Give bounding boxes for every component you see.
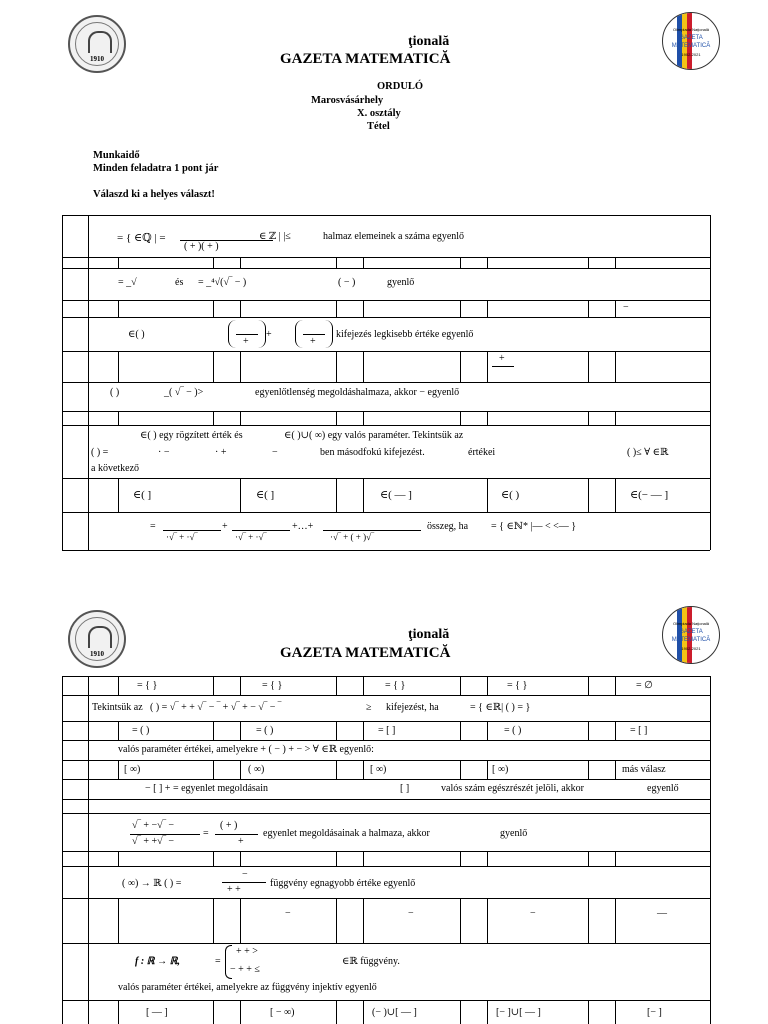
r8-text: függvény egnagyobb értéke egyenlő xyxy=(270,878,416,889)
q5-answer-d[interactable]: ∈( ) xyxy=(501,489,520,501)
plus-sign: + xyxy=(222,521,228,532)
q6-term2: ·√‾ + ·√‾ xyxy=(235,532,267,542)
r10-answer-c[interactable]: (− )∪[ — ] xyxy=(372,1007,417,1018)
q5-answer-c[interactable]: ∈( — ] xyxy=(380,489,412,501)
q5-line2e: ben másodfokú kifejezést. xyxy=(320,447,425,458)
q5-line2a: ( ) = xyxy=(91,447,109,458)
r6-eq: − [ ] + = egyenlet megoldásain xyxy=(145,783,268,794)
q6-term1: ·√‾ + ·√‾ xyxy=(166,532,198,542)
r8-answer-c[interactable]: − xyxy=(408,908,414,919)
r8-domain: ( ∞) → ℝ ( ) = xyxy=(122,878,182,889)
r10-answer-b[interactable]: [ − ∞) xyxy=(270,1007,295,1018)
q5-line2g: ( )≤ ∀ ∈ℝ xyxy=(627,447,669,458)
r1-answer-e[interactable]: = ∅ xyxy=(636,680,653,691)
r10-answer-e[interactable]: [− ] xyxy=(647,1007,662,1018)
city-label: Marosvásárhely xyxy=(311,95,384,106)
q5-answer-a[interactable]: ∈( ] xyxy=(133,489,152,501)
q1-text: halmaz elemeinek a száma egyenlő xyxy=(323,231,465,242)
school-logo xyxy=(68,15,126,73)
grade-label: X. osztály xyxy=(357,108,401,119)
section-label: Tétel xyxy=(367,121,390,132)
r3-answer-a[interactable]: = ( ) xyxy=(132,725,150,736)
logo-text: GAZETA xyxy=(679,35,703,41)
q4-lhs: ( ) xyxy=(110,387,120,398)
r4-text: valós paraméter értékei, amelyekre + ( − ) + − > ∀ ∈ℝ egyenlő: xyxy=(118,744,374,755)
equals-sign: = xyxy=(203,828,209,839)
q6-set: = { ∈ℕ* |— < <— } xyxy=(491,521,577,532)
points-info: Minden feladatra 1 pont jár xyxy=(93,163,219,174)
logo-text: MATEMATICĂ xyxy=(671,43,711,49)
r5-answer-a[interactable]: [ ∞) xyxy=(124,764,141,775)
r6-end: egyenlő xyxy=(647,783,679,794)
r3-answer-b[interactable]: = ( ) xyxy=(256,725,274,736)
q3-plus: + xyxy=(266,329,272,340)
r8-denominator: + + xyxy=(227,884,241,895)
q5-line1b: ∈( )∪( ∞) egy valós paraméter. Tekintsük az xyxy=(284,430,464,441)
r5-answer-e[interactable]: más válasz xyxy=(622,764,666,775)
r2-text: kifejezést, ha xyxy=(386,702,439,713)
r6-text: valós szám egészrészét jelöli, akkor xyxy=(441,783,584,794)
q5-line2b: · − xyxy=(158,447,170,458)
q6-lhs: = xyxy=(150,521,156,532)
r5-answer-b[interactable]: ( ∞) xyxy=(248,764,265,775)
q5-answer-b[interactable]: ∈( ] xyxy=(256,489,275,501)
q3-answer-d: + xyxy=(499,353,505,364)
logo-text: MATEMATICĂ xyxy=(671,637,711,643)
r7-rhs-denominator: + xyxy=(238,836,244,847)
work-time: Munkaidő xyxy=(93,150,140,161)
q5-line2f: értékei xyxy=(468,447,496,458)
choose-instruction: Válaszd ki a helyes választ! xyxy=(93,189,215,200)
r8-numerator: − xyxy=(242,869,248,880)
q4-text: egyenlőtlenség megoldáshalmaza, akkor − egyenlő xyxy=(255,387,460,398)
round-label: ORDULÓ xyxy=(377,81,424,92)
r9-line2: valós paraméter értékei, amelyekre az függvény injektív egyenlő xyxy=(118,982,377,993)
r7-lhs-numerator: √‾ + −√‾ − xyxy=(132,820,175,831)
r9-case1: + + > xyxy=(236,946,258,957)
q2-expr: ( − ) xyxy=(338,277,356,288)
r2-lead: Tekintsük az xyxy=(92,702,143,713)
r1-answer-c[interactable]: = { } xyxy=(385,680,406,691)
q3-text: kifejezés legkisebb értéke egyenlő xyxy=(336,329,474,340)
q5-line2c: · + xyxy=(215,447,227,458)
q2-es: és xyxy=(175,277,184,288)
r3-answer-e[interactable]: = [ ] xyxy=(630,725,648,736)
logo-text: GAZETA xyxy=(679,629,703,635)
r3-answer-c[interactable]: = [ ] xyxy=(378,725,396,736)
r10-answer-d[interactable]: [− ]∪[ — ] xyxy=(496,1007,541,1018)
q2-a: = _√ xyxy=(118,277,137,288)
logo-year: 1910 xyxy=(90,650,104,658)
r2-ge: ≥ xyxy=(366,702,372,713)
r1-answer-a[interactable]: = { } xyxy=(137,680,158,691)
q1-fraction-denominator: ( + )( + ) xyxy=(184,241,219,252)
olympiad-logo xyxy=(662,12,720,70)
school-logo xyxy=(68,610,126,668)
r2-expr: ( ) = √‾ + + √‾ − ‾ + √‾ + − √‾ − ‾ xyxy=(150,702,282,713)
q3-interval: ∈( ) xyxy=(128,329,145,340)
logo-year: 1910 xyxy=(90,55,104,63)
r7-rhs-numerator: ( + ) xyxy=(220,820,238,831)
q2-answer-e: − xyxy=(623,302,629,313)
r8-answer-e[interactable]: — xyxy=(657,908,667,919)
q5-line1a: ∈( ) egy rögzített érték és xyxy=(140,430,243,441)
r6-bracket: [ ] xyxy=(400,783,410,794)
title-line1: ţională xyxy=(408,627,450,642)
q2-text: gyenlő xyxy=(387,277,415,288)
q4-mid: _( √‾ − )> xyxy=(164,387,204,398)
q6-text: összeg, ha xyxy=(427,521,469,532)
r9-function: f : ℝ → ℝ, xyxy=(135,956,180,967)
r9-equals: = xyxy=(215,956,221,967)
q5-line2d: − xyxy=(272,447,278,458)
logo-text: 1902-2021 xyxy=(681,52,701,57)
r1-answer-d[interactable]: = { } xyxy=(507,680,528,691)
r9-in: ∈ℝ függvény. xyxy=(342,956,400,967)
title-line2: GAZETA MATEMATICĂ xyxy=(280,645,451,661)
r10-answer-a[interactable]: [ — ] xyxy=(146,1007,168,1018)
r7-text: egyenlet megoldásainak a halmaza, akkor xyxy=(263,828,430,839)
q1-condition: ∈ ℤ | |≤ xyxy=(259,231,291,242)
r5-answer-c[interactable]: [ ∞) xyxy=(370,764,387,775)
q1-set-open: = { ∈ℚ | = xyxy=(117,232,166,244)
logo-text: Olimpiada Naţională xyxy=(672,27,710,32)
q3-term-b: + xyxy=(310,336,316,347)
r1-answer-b[interactable]: = { } xyxy=(262,680,283,691)
q5-answer-e[interactable]: ∈(− — ] xyxy=(630,489,669,501)
q5-line3: a következő xyxy=(91,463,140,474)
q6-term3: ·√‾ + ( + )√‾ xyxy=(330,532,375,542)
title-line1: ţională xyxy=(408,34,450,49)
r8-answer-b[interactable]: − xyxy=(285,908,291,919)
r7-end: gyenlő xyxy=(500,828,528,839)
r5-answer-d[interactable]: [ ∞) xyxy=(492,764,509,775)
olympiad-logo xyxy=(662,606,720,664)
r2-set: = { ∈ℝ| ( ) = } xyxy=(470,702,531,713)
title-line2: GAZETA MATEMATICĂ xyxy=(280,51,451,67)
r8-answer-d[interactable]: − xyxy=(530,908,536,919)
r7-lhs-denominator: √‾ + +√‾ − xyxy=(132,836,175,847)
logo-text: 1902-2021 xyxy=(681,646,701,651)
logo-text: Olimpiada Naţională xyxy=(672,621,710,626)
r9-case2: − + + ≤ xyxy=(230,964,260,975)
q3-term-a: + xyxy=(243,336,249,347)
q6-dots: +…+ xyxy=(292,521,314,532)
q2-b: = _⁴√(√‾ − ) xyxy=(198,277,247,288)
r3-answer-d[interactable]: = ( ) xyxy=(504,725,522,736)
